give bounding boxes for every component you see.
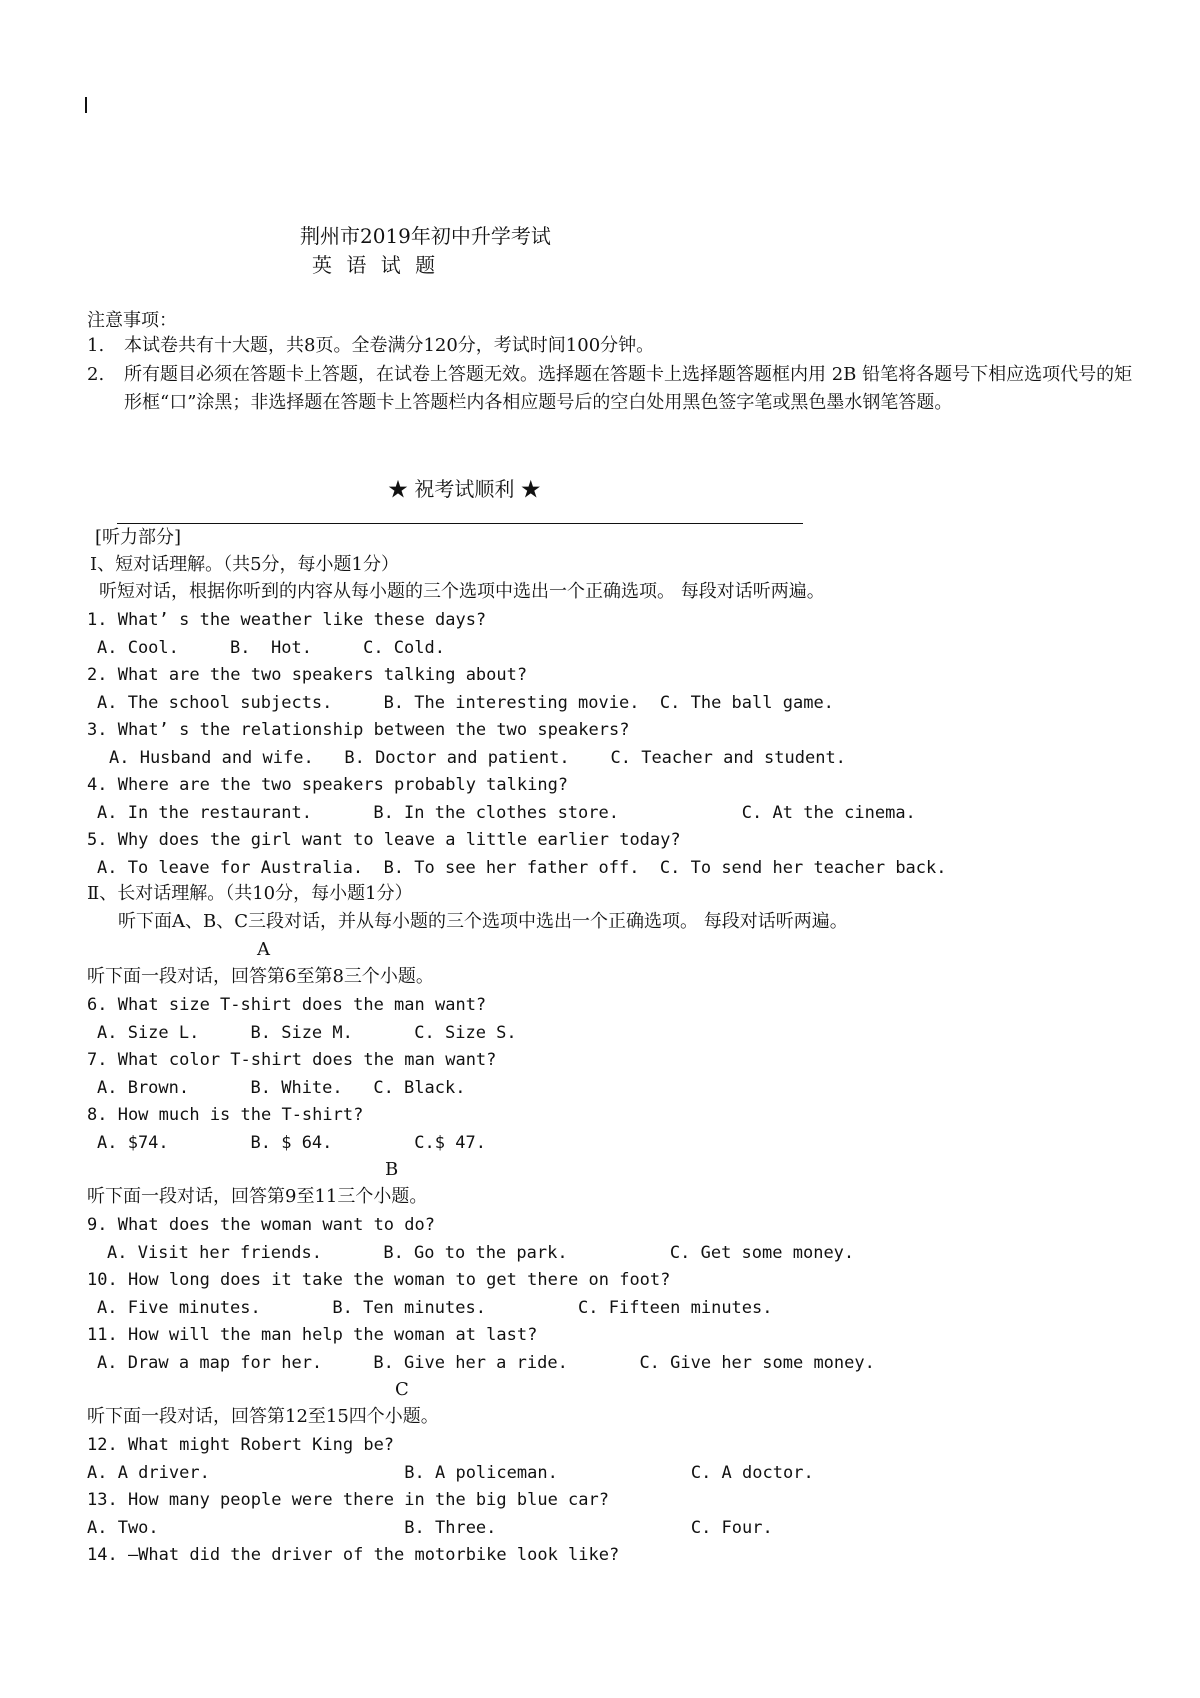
question: 6. What size T-shirt does the man want? [87, 995, 487, 1015]
question: 11. How will the man help the woman at last? [87, 1325, 538, 1345]
exam-subtitle: 英 语 试 题 [312, 253, 436, 277]
question: 10. How long does it take the woman to get there on foot? [87, 1270, 671, 1290]
options: A. Size L. B. Size M. C. Size S. [97, 1023, 517, 1043]
question: 12. What might Robert King be? [87, 1435, 395, 1455]
options: A. Brown. B. White. C. Black. [97, 1078, 466, 1098]
exam-title: 荆州市2019年初中升学考试 [300, 224, 551, 248]
question: 8. How much is the T-shirt? [87, 1105, 364, 1125]
dialogue-instruction: 听下面一段对话，回答第9至11三个小题。 [87, 1186, 428, 1207]
corner-mark [85, 97, 87, 113]
options: A. Visit her friends. B. Go to the park. C. Get some money. [107, 1243, 855, 1263]
dialogue-label: B [385, 1159, 399, 1180]
question: 1. What’ s the weather like these days? [87, 610, 487, 630]
options: A. $74. B. $ 64. C.$ 47. [97, 1133, 486, 1153]
options: A. Cool. B. Hot. C. Cold. [97, 638, 445, 658]
section-instruction: 听短对话，根据你听到的内容从每小题的三个选项中选出一个正确选项。 每段对话听两遍。 [99, 581, 825, 602]
options: A. A driver. B. A policeman. C. A doctor. [87, 1463, 814, 1483]
options: A. Two. B. Three. C. Four. [87, 1518, 773, 1538]
dialogue-instruction: 听下面一段对话，回答第6至第8三个小题。 [87, 966, 434, 987]
options: A. The school subjects. B. The interesting movie. C. The ball game. [97, 693, 834, 713]
options: A. To leave for Australia. B. To see her father off. C. To send her teacher back. [97, 858, 947, 878]
note-1-num: 1. [87, 335, 105, 356]
options: A. Draw a map for her. B. Give her a ride. C. Give her some money. [97, 1353, 875, 1373]
note-1-text: 本试卷共有十大题，共8页。全卷满分120分，考试时间100分钟。 [124, 335, 655, 356]
question: 13. How many people were there in the big blue car? [87, 1490, 609, 1510]
question: 2. What are the two speakers talking about? [87, 665, 528, 685]
question: 3. What’ s the relationship between the two speakers? [87, 720, 630, 740]
dialogue-instruction: 听下面一段对话，回答第12至15四个小题。 [87, 1406, 439, 1427]
notes-heading: 注意事项： [87, 310, 177, 331]
divider-line [117, 523, 803, 524]
options: A. Five minutes. B. Ten minutes. C. Fifteen minutes. [97, 1298, 773, 1318]
options: A. Husband and wife. B. Doctor and patient. C. Teacher and student. [109, 748, 846, 768]
question: 9. What does the woman want to do? [87, 1215, 435, 1235]
options: A. In the restaurant. B. In the clothes store. C. At the cinema. [97, 803, 916, 823]
dialogue-label: A [257, 939, 270, 960]
section-label: [听力部分] [95, 527, 182, 548]
section-heading: Ⅱ、长对话理解。（共10分，每小题1分） [87, 883, 413, 904]
question: 14. —What did the driver of the motorbike look like? [87, 1545, 620, 1565]
good-luck-wish: ★ 祝考试顺利 ★ [388, 477, 541, 501]
question: 4. Where are the two speakers probably talking? [87, 775, 569, 795]
section-heading: Ⅰ、短对话理解。（共5分，每小题1分） [90, 554, 400, 575]
note-2-text: 所有题目必须在答题卡上答题，在试卷上答题无效。选择题在答题卡上选择题答题框内用 2B 铅笔将各题号下相应选项代号的矩形框“口”涂黑；非选择题在答题卡上答题栏内各相应题号后的空白处用黑色签字笔或黑色墨水钢笔答题。 [124, 364, 1133, 413]
question: 5. Why does the girl want to leave a little earlier today? [87, 830, 681, 850]
section-instruction: 听下面A、B、C三段对话，并从每小题的三个选项中选出一个正确选项。 每段对话听两遍。 [118, 911, 848, 932]
question: 7. What color T-shirt does the man want? [87, 1050, 497, 1070]
dialogue-label: C [395, 1379, 409, 1400]
note-2-num: 2. [87, 364, 105, 385]
